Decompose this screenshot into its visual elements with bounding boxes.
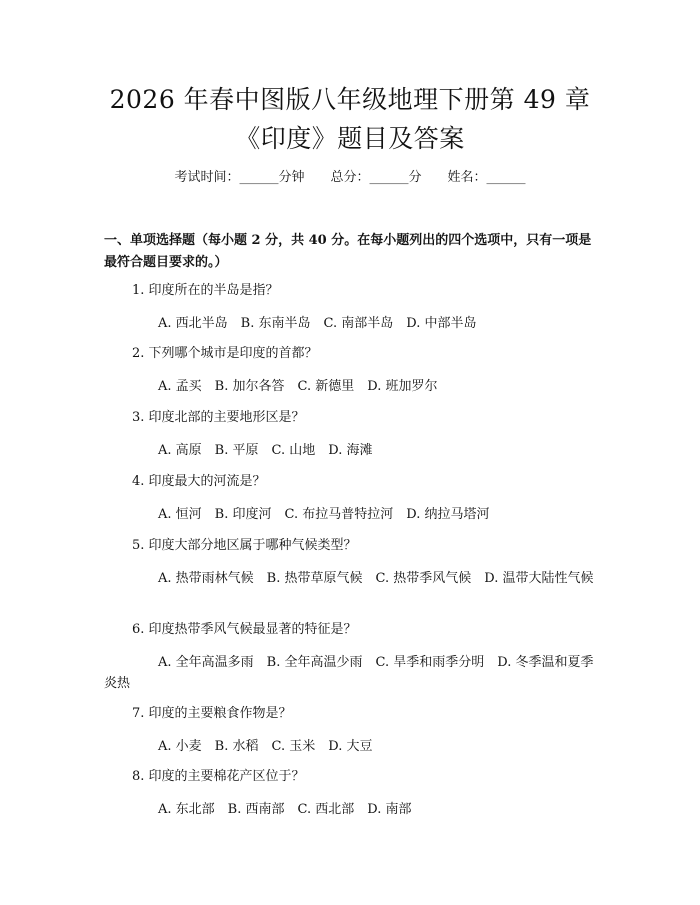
option-c: C. 布拉马普特拉河 [284, 507, 394, 522]
option-d: D. 海滩 [328, 443, 373, 458]
page-title-line1: 2026 年春中图版八年级地理下册第 49 章 [109, 85, 591, 114]
option-b: B. 全年高温少雨 [266, 655, 363, 670]
question-5: 5. 印度大部分地区属于哪种气候类型？ [132, 538, 357, 553]
option-c: C. 旱季和雨季分明 [375, 655, 485, 670]
option-d: D. 冬季温和夏季炎热 [104, 655, 594, 691]
question-7: 7. 印度的主要粮食作物是？ [132, 706, 292, 721]
question-3-options [104, 440, 600, 461]
option-a: A. 热带雨林气候 [158, 571, 254, 586]
option-d: D. 班加罗尔 [367, 379, 438, 394]
question-7-options [104, 736, 600, 757]
question-5-options [104, 568, 600, 589]
option-d: D. 中部半岛 [406, 316, 477, 331]
option-a: A. 孟买 [158, 379, 202, 394]
question-2-options [104, 376, 600, 397]
option-c: C. 玉米 [271, 739, 316, 754]
question-2: 2. 下列哪个城市是印度的首都？ [132, 346, 318, 361]
question-1-options [104, 313, 600, 334]
question-4: 4. 印度最大的河流是？ [132, 474, 266, 489]
question-6: 6. 印度热带季风气候最显著的特征是？ [132, 622, 357, 637]
option-a: A. 恒河 [158, 507, 202, 522]
option-d: D. 大豆 [328, 739, 373, 754]
option-a: A. 小麦 [158, 739, 202, 754]
question-3: 3. 印度北部的主要地形区是？ [132, 410, 305, 425]
option-a: A. 东北部 [158, 802, 215, 817]
option-b: B. 加尔各答 [214, 379, 285, 394]
question-8-options [104, 799, 600, 820]
option-a: A. 高原 [158, 443, 202, 458]
question-4-options [104, 504, 600, 525]
exam-time-field: 考试时间：______分钟 [174, 170, 305, 185]
option-d: D. 南部 [367, 802, 412, 817]
option-d: D. 温带大陆性气候 [484, 571, 594, 586]
question-8: 8. 印度的主要棉花产区位于？ [132, 769, 305, 784]
option-a: A. 全年高温多雨 [158, 655, 254, 670]
question-6-options [104, 652, 600, 694]
section-heading: 一、单项选择题（每小题 2 分，共 40 分。在每小题列出的四个选项中，只有一项是最符合题目要求的。） [104, 233, 592, 270]
option-c: C. 南部半岛 [323, 316, 394, 331]
total-score-field: 总分：______分 [330, 170, 422, 185]
option-c: C. 新德里 [297, 379, 355, 394]
option-b: B. 西南部 [227, 802, 285, 817]
page-title-line2: 《印度》题目及答案 [235, 124, 465, 153]
option-c: C. 山地 [271, 443, 316, 458]
option-b: B. 热带草原气候 [266, 571, 363, 586]
option-c: C. 热带季风气候 [375, 571, 472, 586]
exam-meta [0, 168, 700, 188]
option-a: A. 西北半岛 [158, 316, 228, 331]
option-b: B. 水稻 [214, 739, 259, 754]
option-d: D. 纳拉马塔河 [406, 507, 490, 522]
question-1: 1. 印度所在的半岛是指？ [132, 283, 279, 298]
option-b: B. 东南半岛 [240, 316, 311, 331]
option-b: B. 印度河 [214, 507, 272, 522]
option-b: B. 平原 [214, 443, 259, 458]
student-name-field: 姓名：______ [447, 170, 526, 185]
option-c: C. 西北部 [297, 802, 355, 817]
